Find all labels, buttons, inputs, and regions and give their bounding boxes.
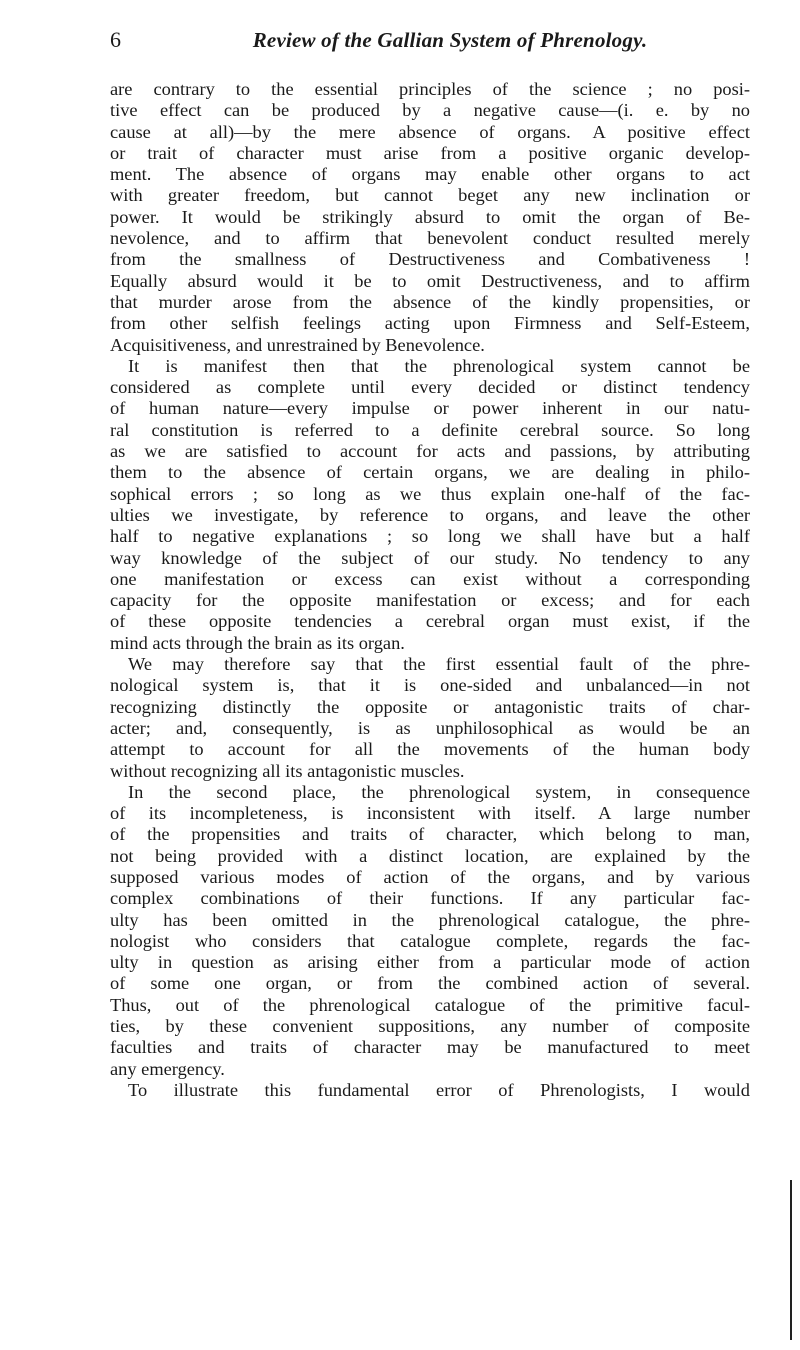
text-line: of human nature—every impulse or power inherent in our natu- (110, 398, 750, 419)
text-line: To illustrate this fundamental error of Phrenologists, I would (128, 1079, 750, 1100)
text-line: or trait of character must arise from a positive organic develop- (110, 142, 750, 163)
text-line: Equally absurd would it be to omit Destructiveness, and to affirm (110, 270, 750, 291)
text-line: We may therefore say that the first essential fault of the phre- (128, 654, 750, 675)
text-line: of these opposite tendencies a cerebral organ must exist, if the (110, 611, 750, 632)
text-line: ment. The absence of organs may enable other organs to act (110, 164, 750, 185)
text-line: considered as complete until every decided or distinct tendency (110, 377, 750, 398)
text-line: mind acts through the brain as its organ. (110, 632, 405, 653)
text-line: nological system is, that it is one-sided and unbalanced—in not (110, 675, 750, 696)
text-line: Acquisitiveness, and unrestrained by Benevolence. (110, 334, 485, 355)
text-line: them to the absence of certain organs, we are dealing in philo- (110, 462, 750, 483)
text-line: supposed various modes of action of the organs, and by various (110, 866, 750, 887)
text-line: as we are satisfied to account for acts and passions, by attributing (110, 441, 750, 462)
text-line: any emergency. (110, 1058, 225, 1079)
text-line: of the propensities and traits of character, which belong to man, (110, 824, 750, 845)
text-line: half to negative explanations ; so long we shall have but a half (110, 526, 750, 547)
text-line: from other selfish feelings acting upon Firmness and Self-Esteem, (110, 313, 750, 334)
text-line: ties, by these convenient suppositions, any number of composite (110, 1016, 750, 1037)
text-line: ulty in question as arising either from a particular mode of action (110, 952, 750, 973)
text-line: not being provided with a distinct location, are explained by the (110, 845, 750, 866)
text-line: complex combinations of their functions. If any particular fac- (110, 888, 750, 909)
text-line: faculties and traits of character may be manufactured to meet (110, 1037, 750, 1058)
text-line: with greater freedom, but cannot beget any new inclination or (110, 185, 750, 206)
text-line: of its incompleteness, is inconsistent with itself. A large number (110, 803, 750, 824)
text-line: attempt to account for all the movements of the human body (110, 739, 750, 760)
text-line: ulty has been omitted in the phrenological catalogue, the phre- (110, 909, 750, 930)
text-line: are contrary to the essential principles of the science ; no posi- (110, 79, 750, 99)
text-line: way knowledge of the subject of our study. No tendency to any (110, 547, 750, 568)
text-line: one manifestation or excess can exist without a corresponding (110, 568, 750, 589)
text-line: sophical errors ; so long as we thus explain one-half of the fac- (110, 483, 750, 504)
text-line: Thus, out of the phrenological catalogue of the primitive facul- (110, 994, 750, 1015)
running-head: Review of the Gallian System of Phrenology. (252, 28, 648, 52)
text-line: nologist who considers that catalogue complete, regards the fac- (110, 930, 750, 951)
text-line: In the second place, the phrenological system, in consequence (128, 781, 750, 802)
text-line: from the smallness of Destructiveness and Combativeness ! (110, 249, 750, 270)
text-line: nevolence, and to affirm that benevolent conduct resulted merely (110, 228, 750, 249)
text-line: It is manifest then that the phrenological system cannot be (128, 355, 750, 376)
text-line: without recognizing all its antagonistic muscles. (110, 760, 465, 781)
text-line: cause at all)—by the mere absence of organs. A positive effect (110, 121, 750, 142)
page-header (110, 20, 750, 60)
text-line: ulties we investigate, by reference to organs, and leave the other (110, 504, 750, 525)
text-line: acter; and, consequently, is as unphilosophical as would be an (110, 717, 750, 738)
margin-shadow-mark (790, 1180, 792, 1340)
text-line: capacity for the opposite manifestation or excess; and for each (110, 590, 750, 611)
text-line: that murder arose from the absence of the kindly propensities, or (110, 291, 750, 312)
body-text (110, 79, 750, 1101)
text-line: recognizing distinctly the opposite or antagonistic traits of char- (110, 696, 750, 717)
text-line: ral constitution is referred to a definite cerebral source. So long (110, 419, 750, 440)
text-line: power. It would be strikingly absurd to omit the organ of Be- (110, 206, 750, 227)
text-line: tive effect can be produced by a negative cause—(i. e. by no (110, 100, 750, 121)
text-line: of some one organ, or from the combined action of several. (110, 973, 750, 994)
page-number: 6 (110, 27, 121, 52)
